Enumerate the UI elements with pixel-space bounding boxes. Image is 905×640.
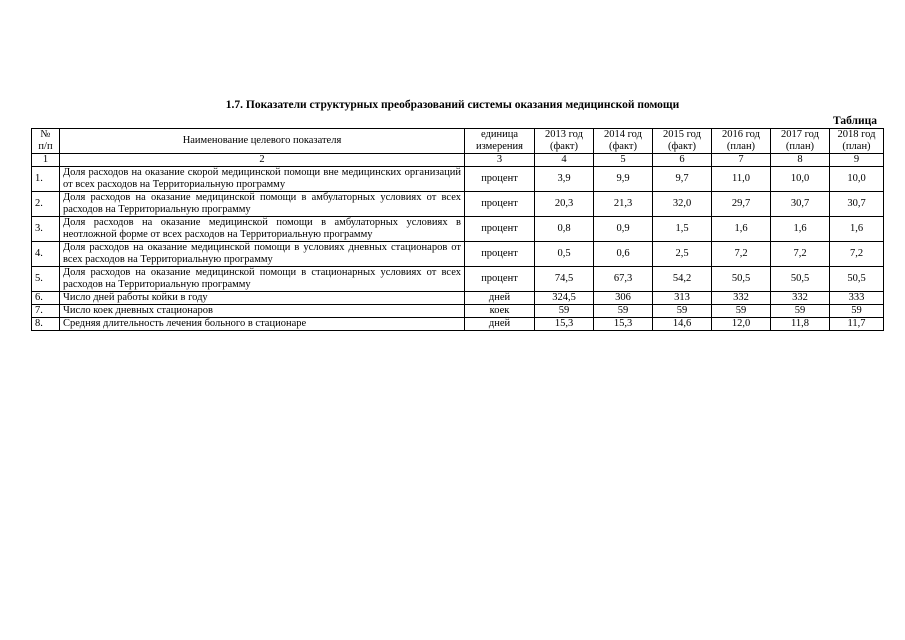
row-number: 8. bbox=[32, 318, 60, 331]
row-number: 3. bbox=[32, 217, 60, 242]
column-index-row bbox=[32, 154, 884, 167]
value-cell: 7,2 bbox=[771, 242, 830, 267]
value-cell: 50,5 bbox=[771, 267, 830, 292]
value-cell: 0,8 bbox=[535, 217, 594, 242]
header-year: 2015 год (факт) bbox=[653, 129, 712, 154]
value-cell: 1,5 bbox=[653, 217, 712, 242]
value-cell: 1,6 bbox=[771, 217, 830, 242]
table-row bbox=[32, 305, 884, 318]
indicator-name: Число дней работы койки в году bbox=[60, 292, 465, 305]
value-cell: 32,0 bbox=[653, 192, 712, 217]
value-cell: 332 bbox=[712, 292, 771, 305]
column-index: 8 bbox=[771, 154, 830, 167]
value-cell: 59 bbox=[830, 305, 884, 318]
value-cell: 50,5 bbox=[830, 267, 884, 292]
value-cell: 74,5 bbox=[535, 267, 594, 292]
value-cell: 59 bbox=[594, 305, 653, 318]
row-number: 4. bbox=[32, 242, 60, 267]
unit-cell: дней bbox=[465, 318, 535, 331]
column-index: 4 bbox=[535, 154, 594, 167]
value-cell: 67,3 bbox=[594, 267, 653, 292]
value-cell: 15,3 bbox=[594, 318, 653, 331]
indicator-name: Доля расходов на оказание скорой медицинской помощи вне медицинских организаций от всех расходов на Территориальную программу bbox=[60, 167, 465, 192]
header-unit: единица измерения bbox=[465, 129, 535, 154]
row-number: 5. bbox=[32, 267, 60, 292]
value-cell: 29,7 bbox=[712, 192, 771, 217]
table-label: Таблица bbox=[832, 115, 877, 127]
value-cell: 20,3 bbox=[535, 192, 594, 217]
table-row bbox=[32, 242, 884, 267]
indicator-name: Средняя длительность лечения больного в стационаре bbox=[60, 318, 465, 331]
column-index: 3 bbox=[465, 154, 535, 167]
value-cell: 0,6 bbox=[594, 242, 653, 267]
column-index: 5 bbox=[594, 154, 653, 167]
value-cell: 59 bbox=[653, 305, 712, 318]
value-cell: 10,0 bbox=[830, 167, 884, 192]
unit-cell: процент bbox=[465, 192, 535, 217]
value-cell: 313 bbox=[653, 292, 712, 305]
table-body bbox=[32, 154, 884, 331]
value-cell: 9,7 bbox=[653, 167, 712, 192]
indicator-name: Доля расходов на оказание медицинской помощи в условиях дневных стационаров от всех расходов на Территориальную программу bbox=[60, 242, 465, 267]
table-header-row bbox=[32, 129, 884, 154]
table-row bbox=[32, 217, 884, 242]
unit-cell: процент bbox=[465, 217, 535, 242]
value-cell: 306 bbox=[594, 292, 653, 305]
value-cell: 59 bbox=[771, 305, 830, 318]
value-cell: 7,2 bbox=[830, 242, 884, 267]
value-cell: 14,6 bbox=[653, 318, 712, 331]
table-row bbox=[32, 292, 884, 305]
value-cell: 3,9 bbox=[535, 167, 594, 192]
indicator-name: Доля расходов на оказание медицинской помощи в амбулаторных условиях от всех расходов на Территориальную программу bbox=[60, 192, 465, 217]
document-title: 1.7. Показатели структурных преобразований системы оказания медицинской помощи bbox=[225, 99, 680, 111]
indicator-name: Доля расходов на оказание медицинской помощи в стационарных условиях от всех расходов на Территориальную программу bbox=[60, 267, 465, 292]
header-year: 2018 год (план) bbox=[830, 129, 884, 154]
row-number: 6. bbox=[32, 292, 60, 305]
value-cell: 7,2 bbox=[712, 242, 771, 267]
value-cell: 59 bbox=[535, 305, 594, 318]
header-num: № п/п bbox=[32, 129, 60, 154]
column-index: 2 bbox=[60, 154, 465, 167]
value-cell: 0,5 bbox=[535, 242, 594, 267]
column-index: 7 bbox=[712, 154, 771, 167]
value-cell: 11,8 bbox=[771, 318, 830, 331]
unit-cell: дней bbox=[465, 292, 535, 305]
value-cell: 10,0 bbox=[771, 167, 830, 192]
indicator-name: Доля расходов на оказание медицинской помощи в амбулаторных условиях в неотложной форме от всех расходов на Территориальную программу bbox=[60, 217, 465, 242]
value-cell: 333 bbox=[830, 292, 884, 305]
value-cell: 1,6 bbox=[830, 217, 884, 242]
value-cell: 2,5 bbox=[653, 242, 712, 267]
value-cell: 12,0 bbox=[712, 318, 771, 331]
indicator-name: Число коек дневных стационаров bbox=[60, 305, 465, 318]
indicators-table bbox=[31, 128, 884, 331]
unit-cell: процент bbox=[465, 167, 535, 192]
table-row bbox=[32, 318, 884, 331]
value-cell: 11,0 bbox=[712, 167, 771, 192]
value-cell: 15,3 bbox=[535, 318, 594, 331]
value-cell: 30,7 bbox=[771, 192, 830, 217]
header-year: 2014 год (факт) bbox=[594, 129, 653, 154]
value-cell: 324,5 bbox=[535, 292, 594, 305]
table-row bbox=[32, 167, 884, 192]
value-cell: 11,7 bbox=[830, 318, 884, 331]
header-year: 2017 год (план) bbox=[771, 129, 830, 154]
header-year: 2013 год (факт) bbox=[535, 129, 594, 154]
column-index: 1 bbox=[32, 154, 60, 167]
value-cell: 54,2 bbox=[653, 267, 712, 292]
value-cell: 30,7 bbox=[830, 192, 884, 217]
unit-cell: процент bbox=[465, 242, 535, 267]
table-row bbox=[32, 267, 884, 292]
column-index: 6 bbox=[653, 154, 712, 167]
value-cell: 9,9 bbox=[594, 167, 653, 192]
unit-cell: коек bbox=[465, 305, 535, 318]
row-number: 2. bbox=[32, 192, 60, 217]
value-cell: 21,3 bbox=[594, 192, 653, 217]
row-number: 7. bbox=[32, 305, 60, 318]
header-name: Наименование целевого показателя bbox=[60, 129, 465, 154]
row-number: 1. bbox=[32, 167, 60, 192]
value-cell: 50,5 bbox=[712, 267, 771, 292]
value-cell: 59 bbox=[712, 305, 771, 318]
table-row bbox=[32, 192, 884, 217]
unit-cell: процент bbox=[465, 267, 535, 292]
column-index: 9 bbox=[830, 154, 884, 167]
header-year: 2016 год (план) bbox=[712, 129, 771, 154]
value-cell: 1,6 bbox=[712, 217, 771, 242]
value-cell: 332 bbox=[771, 292, 830, 305]
value-cell: 0,9 bbox=[594, 217, 653, 242]
